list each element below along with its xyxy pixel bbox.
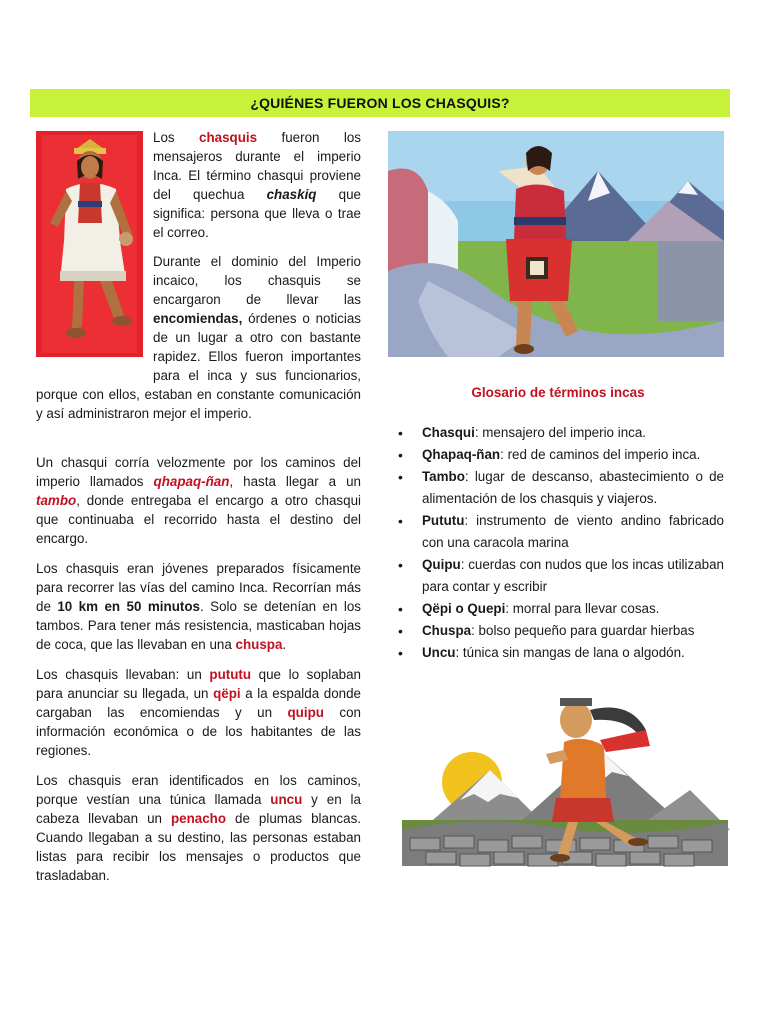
term-distance: 10 km en 50 minutos (57, 599, 200, 614)
glossary-definition: : instrumento de viento andino fabricado con una caracola marina (422, 513, 724, 550)
glossary-item (392, 620, 724, 642)
glossary-list (392, 422, 724, 664)
glossary-term: Uncu (422, 645, 456, 660)
glossary-definition: : morral para llevar cosas. (505, 601, 660, 616)
paragraph-clothing: Los chasquis eran identificados en los caminos, porque vestían una túnica llamada uncu y en la cabeza llevaban un penacho de plumas blancas. Cuando llegaban a su destino, las personas estaban listas para recibir los mensajes o productos que trasladaban. (36, 773, 361, 883)
term-chasquis: chasquis (199, 130, 258, 145)
glossary-term: Tambo (422, 469, 465, 484)
term-tambo: tambo (36, 493, 77, 508)
term-encomiendas: encomiendas, (153, 311, 243, 326)
glossary-term: Qëpi o Quepi (422, 601, 506, 616)
glossary-item (392, 598, 724, 620)
glossary-term: Chasqui (422, 425, 475, 440)
glossary-title: Glosario de términos incas (471, 385, 645, 400)
chasqui-pututu-illustration (388, 131, 724, 357)
term-uncu: uncu (270, 792, 303, 807)
term-chaskiq: chaskiq (266, 187, 317, 202)
glossary-definition: : red de caminos del imperio inca. (500, 447, 701, 462)
paragraph-qhapaq-nan: Un chasqui corría velozmente por los caminos del imperio llamados qhapaq-ñan, hasta llegar a un tambo, donde entregaba el encargo a otro chasqui que continuaba el recorrido hasta el destino del encargo. (36, 455, 362, 546)
glossary-item (392, 422, 724, 444)
glossary-definition: : bolso pequeño para guardar hierbas (471, 623, 695, 638)
term-pututu: pututu (209, 667, 252, 682)
chasqui-running-illustration (400, 690, 730, 868)
term-qhapaq-nan: qhapaq-ñan (153, 474, 230, 489)
glossary-definition: : túnica sin mangas de lana o algodón. (455, 645, 685, 660)
glossary-item (392, 510, 724, 554)
glossary-term: Quipu (422, 557, 461, 572)
glossary-item (392, 466, 724, 510)
intro-paragraph-1: Los chasquis fueron los mensajeros durante el imperio Inca. El término chasqui proviene del quechua chaskiq que significa: persona que lleva o trae el correo. (153, 130, 362, 240)
title-banner (30, 89, 730, 117)
glossary-item (392, 444, 724, 466)
glossary-definition: : mensajero del imperio inca. (474, 425, 647, 440)
term-chuspa: chuspa (235, 637, 283, 652)
paragraph-training: Los chasquis eran jóvenes preparados físicamente para recorrer las vías del camino Inca. Recorrían más de 10 km en 50 minutos. Solo se detenían en los tambos. Para tener más resistencia, masticaban hojas de coca, que las llevaban en una chuspa. (36, 561, 361, 652)
glossary-item (392, 554, 724, 598)
term-penacho: penacho (170, 811, 227, 826)
page-title: ¿QUIÉNES FUERON LOS CHASQUIS? (250, 95, 510, 111)
glossary-definition: : cuerdas con nudos que los incas utilizaban para contar y escribir (422, 557, 724, 594)
glossary-definition: : lugar de descanso, abastecimiento o de alimentación de los chasquis y viajeros. (422, 469, 724, 506)
intro-paragraph-2-flow: Durante el dominio del Imperio incaico, los chasquis se encargaron de llevar las encomiendas, órdenes o noticias de un lugar a otro con bastante rapidez. Ellos fueron importantes para el inca y sus funcionarios, porque con ellos, estaban en constante comunicación y así administraron mejor el imperio. (36, 254, 361, 421)
paragraph-items: Los chasquis llevaban: un pututu que lo soplaban para anunciar su llegada, un qëpi a la espalda donde cargaban las encomiendas y un quipu con información económica o de los habitantes de las regiones. (36, 667, 361, 758)
term-qepi: qëpi (213, 686, 241, 701)
term-quipu: quipu (287, 705, 324, 720)
glossary-term: Qhapaq-ñan (422, 447, 501, 462)
glossary-item (392, 642, 724, 664)
glossary-term: Pututu (422, 513, 465, 528)
glossary-term: Chuspa (422, 623, 472, 638)
